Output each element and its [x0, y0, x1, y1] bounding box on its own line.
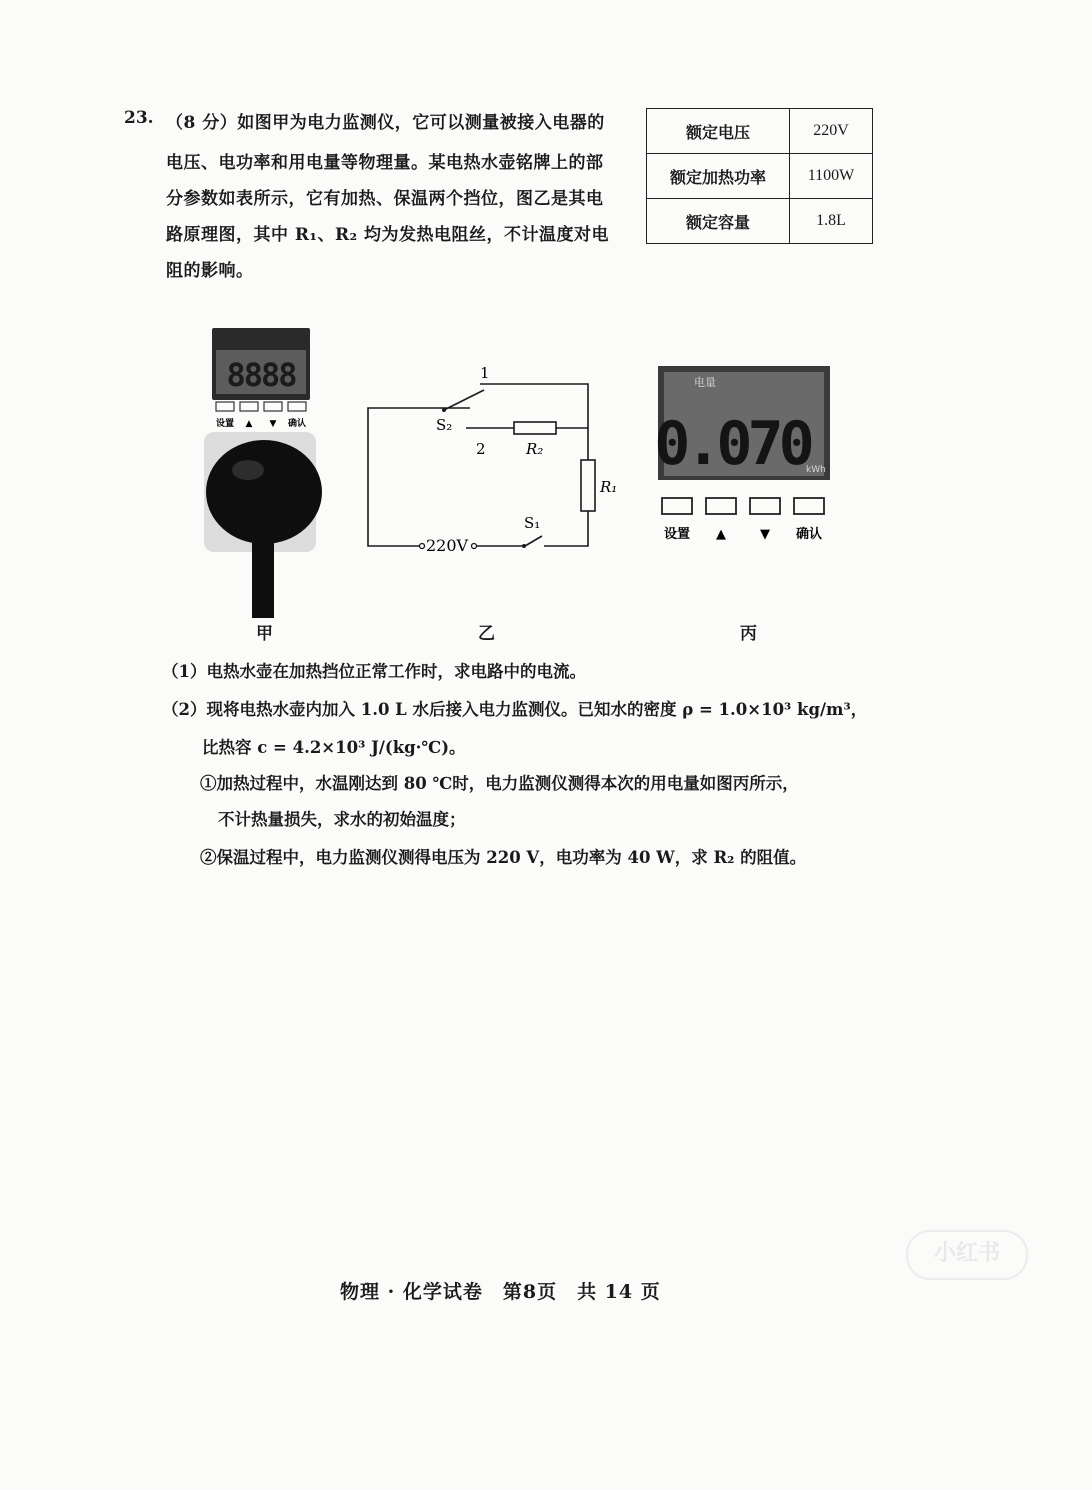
switch-s1-blade: [525, 536, 542, 546]
label-voltage: 220V: [426, 536, 469, 555]
question-text-line-1: （8 分）如图甲为电力监测仪，它可以测量被接入电器的: [166, 113, 605, 133]
question-number: 23.: [124, 108, 154, 128]
spec-value: 220V: [790, 109, 873, 154]
button-label: ▲: [716, 527, 726, 542]
label-r2: R₂: [526, 440, 544, 458]
plug-icon: [206, 440, 322, 544]
wire-left: [368, 408, 470, 546]
button-icon: [240, 402, 258, 411]
figure-bing-caption: 丙: [740, 624, 757, 644]
kettle-spec-table: [646, 108, 873, 244]
button-label: 设置: [663, 527, 691, 542]
spec-label: 额定加热功率: [647, 154, 790, 199]
button-label: 设置: [215, 419, 235, 429]
reading-unit: kWh: [806, 465, 826, 475]
question-text-line-3: 分参数如表所示，它有加热、保温两个挡位，图乙是其电: [166, 189, 604, 209]
button-icon: [750, 498, 780, 514]
reading-mode-label: 电量: [694, 376, 716, 389]
button-label: ▼: [269, 419, 277, 429]
question-text-line-2: 电压、电功率和用电量等物理量。某电热水壶铭牌上的部: [166, 153, 604, 173]
switch-s1-pivot: [522, 544, 526, 548]
label-r1: R₁: [600, 478, 618, 496]
spec-label: 额定容量: [647, 199, 790, 244]
table-row: [647, 154, 873, 199]
cable-icon: [252, 538, 274, 618]
figure-yi-circuit-diagram: [360, 360, 618, 570]
subquestion-2-specific-heat: 比热容 c = 4.2×10³ J/(kg·℃)。: [202, 738, 466, 757]
button-label: 确认: [795, 527, 823, 542]
table-row: [647, 109, 873, 154]
monitor-display-digits: 8888: [226, 356, 296, 394]
switch-s2-pivot: [442, 408, 446, 412]
wire-bottom-right: [544, 511, 588, 546]
watermark: 小红书: [906, 1230, 1028, 1280]
switch-s2-blade: [444, 390, 484, 410]
button-icon: [216, 402, 234, 411]
figure-jia-caption: 甲: [256, 624, 273, 644]
button-label: ▼: [760, 527, 770, 542]
subquestion-2-part-1-cont: 不计热量损失，求水的初始温度；: [218, 810, 466, 829]
button-icon: [662, 498, 692, 514]
resistor-r1: [581, 460, 595, 511]
label-s2: S₂: [436, 416, 453, 434]
subquestion-2-part-2: ②保温过程中，电力监测仪测得电压为 220 V，电功率为 40 W，求 R₂ 的阻值。: [200, 848, 807, 867]
figure-bing-monitor-reading: [654, 364, 840, 548]
spec-label: 额定电压: [647, 109, 790, 154]
resistor-r2: [514, 422, 556, 434]
table-row: [647, 199, 873, 244]
subquestion-2-intro: （2）现将电热水壶内加入 1.0 L 水后接入电力监测仪。已知水的密度 ρ = 1.0×10³ kg/m³，: [162, 700, 868, 719]
button-label: ▲: [245, 419, 253, 429]
question-text-line-5: 阻的影响。: [166, 261, 254, 281]
terminal-left: [420, 544, 425, 549]
figure-yi-caption: 乙: [478, 624, 495, 644]
button-icon: [264, 402, 282, 411]
label-contact-1: 1: [480, 364, 490, 382]
spec-value: 1.8L: [790, 199, 873, 244]
plug-highlight: [232, 460, 264, 480]
subquestion-1: （1）电热水壶在加热挡位正常工作时，求电路中的电流。: [162, 662, 586, 681]
terminal-right: [472, 544, 477, 549]
figure-jia-power-monitor: [200, 320, 330, 620]
button-icon: [706, 498, 736, 514]
reading-value: 0.070: [654, 409, 810, 479]
label-s1: S₁: [524, 514, 541, 532]
spec-value: 1100W: [790, 154, 873, 199]
page-footer: 物理 · 化学试卷 第8页 共 14 页: [340, 1281, 661, 1303]
button-label: 确认: [287, 419, 307, 429]
button-icon: [288, 402, 306, 411]
question-text-line-4: 路原理图，其中 R₁、R₂ 均为发热电阻丝，不计温度对电: [166, 225, 609, 245]
label-contact-2: 2: [476, 440, 486, 458]
button-icon: [794, 498, 824, 514]
subquestion-2-part-1: ①加热过程中，水温刚达到 80 ℃时，电力监测仪测得本次的用电量如图丙所示，: [200, 774, 799, 793]
